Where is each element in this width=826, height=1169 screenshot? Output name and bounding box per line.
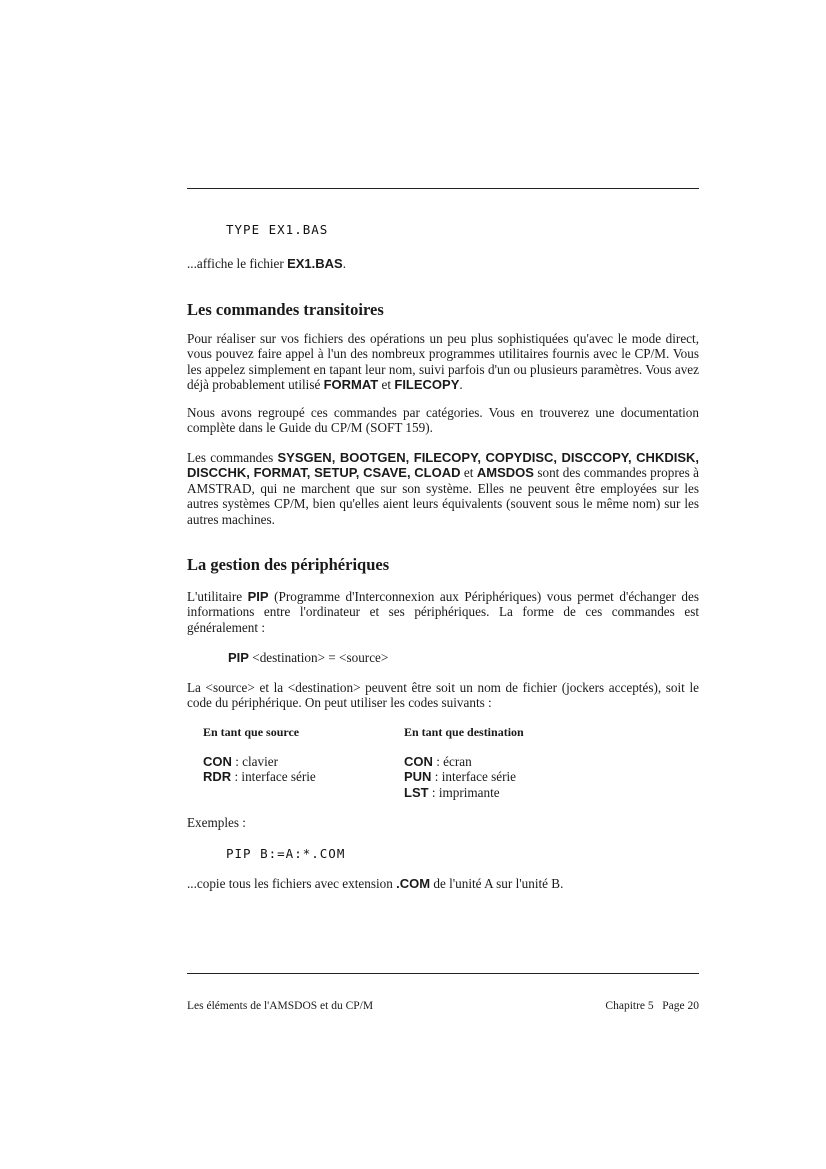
top-rule <box>187 188 699 189</box>
pip-syntax: PIP <destination> = <source> <box>228 650 389 665</box>
column-header-source: En tant que source <box>203 725 300 739</box>
dest-code-con: CON : écran <box>404 754 472 769</box>
dest-code-pun: PUN : interface série <box>404 769 517 785</box>
paragraph-categories: Nous avons regroupé ces commandes par catégories. Vous en trouverez une documentation complète dans le Guide du CP/M (SOFT 159). <box>187 405 699 436</box>
paragraph-utilitaires: Pour réaliser sur vos fichiers des opérations un peu plus sophistiquées qu'avec le mode direct, vous pouvez faire appel à l'un des nombreux programmes utilitaires fournis avec le CP/M. Vous les appelez simplement en tapant leur nom, suivi parfois d'un ou plusieurs paramètres. Vous avez déjà probablement utilisé FORMAT et FILECOPY. <box>187 331 699 393</box>
source-codes-list <box>203 754 393 785</box>
paragraph-source-destination: La <source> et la <destination> peuvent être soit un nom de fichier (jockers acceptés), soit le code du périphérique. On peut utiliser les codes suivants : <box>187 680 699 711</box>
bottom-rule <box>187 973 699 974</box>
footer-right: Chapitre 5 Page 20 <box>605 1000 699 1012</box>
text-line-copie: ...copie tous les fichiers avec extension .COM de l'unité A sur l'unité B. <box>187 876 564 891</box>
destination-codes-list <box>404 754 604 800</box>
section-title-transitoires: Les commandes transitoires <box>187 300 384 319</box>
column-header-destination: En tant que destination <box>404 725 524 739</box>
section-title-peripheriques: La gestion des périphériques <box>187 555 390 574</box>
examples-label: Exemples : <box>187 815 246 830</box>
code-line-type: TYPE EX1.BAS <box>226 222 329 237</box>
paragraph-commandes-amstrad: Les commandes SYSGEN, BOOTGEN, FILECOPY, COPYDISC, DISCCOPY, CHKDISK, DISCCHK, FORMAT, SETUP, CSAVE, CLOAD et AMSDOS sont des commandes propres à AMSTRAD, qui ne marchent que sur son système. Elles ne peuvent être employées sur les autres systèmes CP/M, bien qu'elles aient leurs équivalents (souvent sous le même nom) sur les autres machines. <box>187 450 700 527</box>
code-line-pip: PIP B:=A:*.COM <box>226 846 346 861</box>
source-code-con: CON : clavier <box>203 754 279 769</box>
text-line-affiche: ...affiche le fichier EX1.BAS. <box>187 256 347 271</box>
source-code-rdr: RDR : interface série <box>203 769 316 785</box>
footer-left: Les éléments de l'AMSDOS et du CP/M <box>187 1000 374 1012</box>
paragraph-pip: L'utilitaire PIP (Programme d'Interconnexion aux Périphériques) vous permet d'échanger des informations entre l'ordinateur et ses périphériques. La forme de ces commandes est généralement : <box>187 589 699 635</box>
dest-code-lst: LST : imprimante <box>404 784 500 800</box>
